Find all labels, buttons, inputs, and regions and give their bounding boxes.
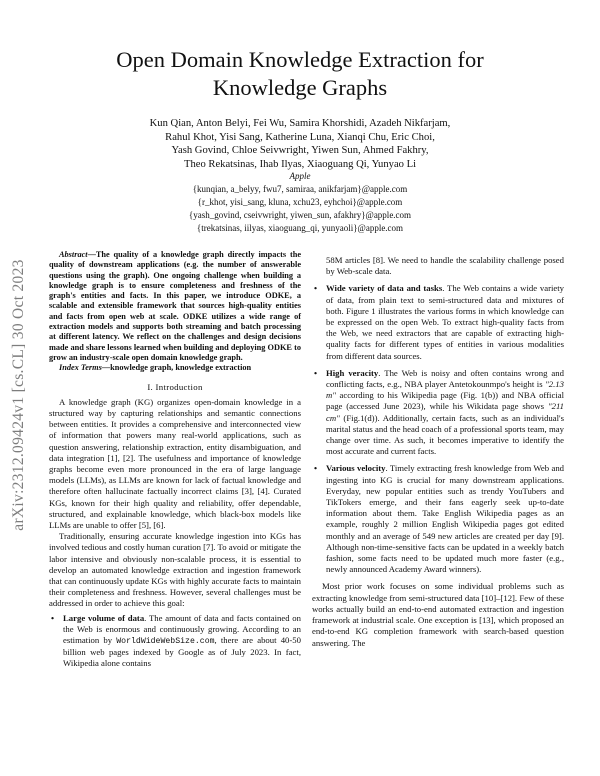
title-line-1: Open Domain Knowledge Extraction for — [116, 47, 484, 72]
author-list — [80, 117, 520, 171]
author-line: Rahul Khot, Yisi Sang, Katherine Luna, Xianqi Chu, Eric Choi, — [165, 131, 435, 143]
title-line-2: Knowledge Graphs — [212, 75, 388, 100]
index-terms — [49, 363, 301, 373]
list-item: • High veracity. The Web is noisy and often contains wrong and conflicting facts, e.g., NBA player Antetokounmpo's height is "2.13 m" according to his Wikipedia page (Fig. 1(b)) and NBA official page (accessed June 2023), while his Wikidata page shows "211 cm" (Fig.1(d)). Additionally, certain facts, such as an individual's marital status and the head coach of a professional sports team, may change over time. As such, it becomes imperative to identify the most accurate and current facts. — [314, 367, 564, 457]
intro-paragraph-2: Traditionally, ensuring accurate knowledge ingestion into KGs has involved tedious and costly human curation [7]. To avoid or mitigate the labor intensive and obviously non-scalable process, it is essential to develop an automated knowledge extraction and ingestion framework that can continuously update KGs with highly accurate facts to maintain their completeness and freshness. However, several challenges must be addressed in order to achieve this goal: — [49, 531, 301, 609]
email-line: {kunqian, a_belyy, fwu7, samiraa, anikfarjam}@apple.com — [192, 184, 408, 194]
left-column — [49, 250, 301, 676]
bullet-title: High veracity — [326, 367, 379, 378]
abstract-label: Abstract — [59, 250, 88, 259]
bullet-title: Wide variety of data and tasks — [326, 283, 443, 294]
list-item — [312, 255, 564, 277]
author-line: Theo Rekatsinas, Ihab Ilyas, Xiaoguang Qi, Yunyao Li — [183, 158, 417, 170]
affiliation: Apple — [289, 171, 311, 181]
right-column — [312, 252, 564, 649]
list-item: • Wide variety of data and tasks. The Web contains a wide variety of data, from plain text to semi-structured data and mixtures of both. Figure 1 illustrates the various forms in which knowledge can be expressed on the open Web. To extract high-quality facts from the Web, we need extractors that are capable of extracting high-quality facts for different types of entities in various modalities from different data sources. — [314, 283, 564, 361]
bullet-icon: • — [51, 612, 55, 623]
index-terms-label: Index Terms — [59, 363, 102, 373]
section-heading-introduction: I. Introduction — [147, 381, 203, 392]
challenge-list — [49, 613, 301, 670]
continued-text: 58M articles [8]. We need to handle the scalability challenge posed by Web-scale data. — [326, 255, 564, 277]
abstract-text: —The quality of a knowledge graph directly impacts the quality of downstream applications (e.g. the number of answerable questions using the graph). One ongoing challenge when building a knowledge graph is to ensure completeness and freshness of the graph's entities and facts. In this paper, we introduce ODKE, a scalable and extensible framework that sources high-quality entities and facts from open web at scale. ODKE utilizes a wide range of extraction models and supports both streaming and batch processing at different latency. We reflect on the challenges and design decisions made and share lessons learned when building and deploying ODKE to grow an industry-scale open domain knowledge graph. — [49, 250, 301, 362]
email-line: {trekatsinas, iilyas, xiaoguang_qi, yunyaoli}@apple.com — [196, 223, 404, 233]
email-list — [80, 183, 520, 235]
abstract — [49, 250, 301, 363]
arxiv-stamp: arXiv:2312.09424v1 [cs.CL] 30 Oct 2023 — [10, 259, 27, 531]
email-line: {r_khot, yisi_sang, kluna, xchu23, eyhchoi}@apple.com — [197, 197, 403, 207]
bullet-title: Large volume of data — [63, 612, 145, 623]
paper-title — [60, 46, 540, 102]
bullet-title: Various velocity — [326, 463, 386, 474]
author-line: Kun Qian, Anton Belyi, Fei Wu, Samira Khorshidi, Azadeh Nikfarjam, — [149, 118, 451, 129]
intro-paragraph-1: A knowledge graph (KG) organizes open-domain knowledge in a structured way by capturing relationships and semantic connections between entities. It provides a comprehensive and interconnected view of information that powers many real-world applications, such as question answering, relationship extraction, entity disambiguation, and data integration [1], [2]. The usefulness and importance of knowledge graphs become even more pronounced in the era of large language models (LLMs), as LLMs are known for lack of factual knowledge and therefore often hallucinate factually incorrect claims [3], [4]. Curated KGs, known for their high quality and reliability, offer dependable, structured, and explainable knowledge, which black-box models like LLMs are unable to offer [5], [6]. — [49, 396, 301, 530]
index-terms-text: —knowledge graph, knowledge extraction — [101, 363, 252, 373]
email-line: {yash_govind, cseivwright, yiwen_sun, afakhry}@apple.com — [188, 210, 412, 220]
bullet-icon: • — [314, 367, 318, 378]
website-name: WorldWideWebSize.com — [116, 637, 215, 647]
bullet-icon: • — [314, 463, 318, 474]
author-line: Yash Govind, Chloe Seivwright, Yiwen Sun, Ahmed Fakhry, — [171, 145, 429, 157]
challenge-list-continued — [312, 255, 564, 575]
list-item: • Large volume of data. The amount of data and facts contained on the Web is enormous and continuously growing. According to an estimation by WorldWideWebSize.com, there are about 40-50 billion web pages indexed by Google as of July 2023. In fact, Wikipedia alone contains — [51, 612, 301, 669]
list-item: • Various velocity. Timely extracting fresh knowledge from Web and ingesting into KG is crucial for many downstream applications. Everyday, new popular entities such as trendy YouTubers and TikTokers emerge, and their fans eagerly seek up-to-date information about them. Take English Wikipedia pages as an example, roughly 2 million English Wikipedia pages got edited monthly and an average of 549 new articles are created per day [9]. Although non-time-sensitive facts can be updated in a weekly batch fashion, some facts need to be updated much more faster (e.g., newly announced Academy Award winners). — [314, 463, 565, 575]
bullet-icon: • — [314, 283, 318, 294]
intro-paragraph-3: Most prior work focuses on some individual problems such as extracting knowledge from semi-structured data [10]–[12]. Few of these works actually build an end-to-end automated extraction and ingestion framework at industrial scale. One exception is [13], which proposed an end-to-end KG completion framework with search-based question answering. The — [312, 581, 564, 648]
